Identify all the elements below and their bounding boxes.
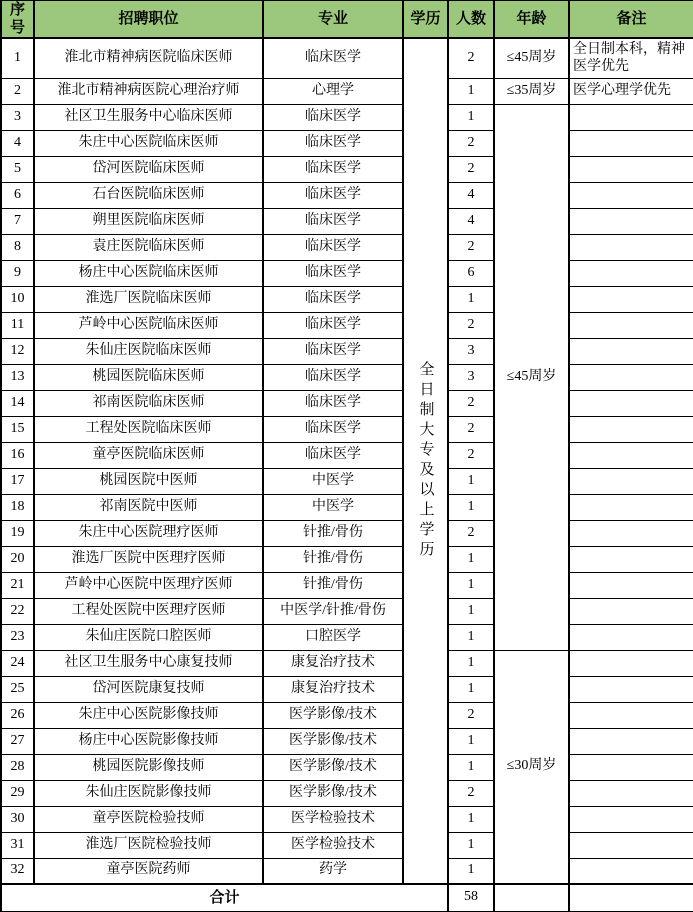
cell-count: 1 xyxy=(448,104,494,130)
cell-seq: 3 xyxy=(1,104,34,130)
cell-position: 桃园医院中医师 xyxy=(34,468,263,494)
cell-remark xyxy=(569,234,693,260)
header-position: 招聘职位 xyxy=(34,1,263,39)
cell-count: 1 xyxy=(448,676,494,702)
cell-remark xyxy=(569,208,693,234)
table-row xyxy=(1,312,693,338)
cell-major: 针推/骨伤 xyxy=(263,572,403,598)
cell-position: 淮选厂医院临床医师 xyxy=(34,286,263,312)
cell-remark xyxy=(569,598,693,624)
table-row xyxy=(1,650,693,676)
cell-seq: 12 xyxy=(1,338,34,364)
cell-education-merged xyxy=(403,38,448,884)
cell-position: 朱庄中心医院理疗医师 xyxy=(34,520,263,546)
cell-position: 童亭医院药师 xyxy=(34,858,263,884)
cell-seq: 5 xyxy=(1,156,34,182)
cell-major: 临床医学 xyxy=(263,208,403,234)
cell-position: 朱仙庄医院临床医师 xyxy=(34,338,263,364)
cell-position: 淮北市精神病医院临床医师 xyxy=(34,38,263,78)
cell-seq: 11 xyxy=(1,312,34,338)
total-row xyxy=(1,884,693,911)
cell-count: 2 xyxy=(448,390,494,416)
cell-position: 杨庄中心医院影像技师 xyxy=(34,728,263,754)
cell-position: 朔里医院临床医师 xyxy=(34,208,263,234)
table-row xyxy=(1,546,693,572)
education-vertical-text: 全日制大专及以上学历 xyxy=(417,361,434,561)
cell-remark xyxy=(569,442,693,468)
cell-seq: 8 xyxy=(1,234,34,260)
cell-seq: 10 xyxy=(1,286,34,312)
cell-age-merged: ≤45周岁 xyxy=(494,104,569,650)
table-row xyxy=(1,78,693,104)
cell-major: 临床医学 xyxy=(263,38,403,78)
cell-major: 医学影像/技术 xyxy=(263,728,403,754)
header-remark: 备注 xyxy=(569,1,693,39)
cell-count: 2 xyxy=(448,156,494,182)
cell-position: 芦岭中心医院中医理疗医师 xyxy=(34,572,263,598)
cell-seq: 17 xyxy=(1,468,34,494)
cell-count: 2 xyxy=(448,130,494,156)
cell-major: 中医学/针推/骨伤 xyxy=(263,598,403,624)
cell-seq: 30 xyxy=(1,806,34,832)
table-row xyxy=(1,494,693,520)
table-row xyxy=(1,234,693,260)
cell-major: 医学检验技术 xyxy=(263,806,403,832)
cell-position: 社区卫生服务中心康复技师 xyxy=(34,650,263,676)
cell-position: 桃园医院影像技师 xyxy=(34,754,263,780)
table-row xyxy=(1,38,693,78)
cell-remark xyxy=(569,156,693,182)
table-row xyxy=(1,832,693,858)
table-row xyxy=(1,130,693,156)
cell-count: 1 xyxy=(448,728,494,754)
cell-count: 2 xyxy=(448,38,494,78)
cell-position: 童亭医院检验技师 xyxy=(34,806,263,832)
header-major: 专业 xyxy=(263,1,403,39)
cell-seq: 16 xyxy=(1,442,34,468)
header-seq: 序号 xyxy=(1,1,34,39)
cell-remark xyxy=(569,364,693,390)
table-row xyxy=(1,390,693,416)
table-row xyxy=(1,286,693,312)
cell-position: 桃园医院临床医师 xyxy=(34,364,263,390)
table-body xyxy=(1,38,693,884)
cell-major: 临床医学 xyxy=(263,312,403,338)
cell-remark xyxy=(569,702,693,728)
cell-position: 石台医院临床医师 xyxy=(34,182,263,208)
cell-position: 淮北市精神病医院心理治疗师 xyxy=(34,78,263,104)
cell-seq: 19 xyxy=(1,520,34,546)
cell-major: 临床医学 xyxy=(263,390,403,416)
cell-major: 临床医学 xyxy=(263,182,403,208)
cell-seq: 32 xyxy=(1,858,34,884)
cell-remark xyxy=(569,650,693,676)
cell-count: 1 xyxy=(448,494,494,520)
table-row xyxy=(1,780,693,806)
cell-position: 淮选厂医院中医理疗医师 xyxy=(34,546,263,572)
cell-remark xyxy=(569,338,693,364)
cell-remark xyxy=(569,468,693,494)
cell-major: 临床医学 xyxy=(263,416,403,442)
cell-major: 针推/骨伤 xyxy=(263,546,403,572)
cell-count: 1 xyxy=(448,858,494,884)
cell-major: 医学影像/技术 xyxy=(263,754,403,780)
cell-remark xyxy=(569,182,693,208)
table-row xyxy=(1,728,693,754)
cell-position: 祁南医院中医师 xyxy=(34,494,263,520)
cell-remark xyxy=(569,260,693,286)
cell-seq: 14 xyxy=(1,390,34,416)
cell-major: 中医学 xyxy=(263,468,403,494)
cell-position: 岱河医院临床医师 xyxy=(34,156,263,182)
cell-count: 2 xyxy=(448,312,494,338)
cell-seq: 9 xyxy=(1,260,34,286)
cell-count: 1 xyxy=(448,650,494,676)
cell-count: 4 xyxy=(448,182,494,208)
cell-remark xyxy=(569,858,693,884)
cell-count: 2 xyxy=(448,416,494,442)
header-education: 学历 xyxy=(403,1,448,39)
cell-age-merged: ≤30周岁 xyxy=(494,650,569,884)
cell-remark xyxy=(569,130,693,156)
cell-seq: 22 xyxy=(1,598,34,624)
table-row xyxy=(1,468,693,494)
cell-major: 针推/骨伤 xyxy=(263,520,403,546)
table-row xyxy=(1,572,693,598)
cell-major: 康复治疗技术 xyxy=(263,650,403,676)
total-count: 58 xyxy=(448,884,494,911)
cell-seq: 25 xyxy=(1,676,34,702)
cell-remark xyxy=(569,728,693,754)
cell-position: 童亭医院临床医师 xyxy=(34,442,263,468)
cell-count: 6 xyxy=(448,260,494,286)
cell-remark xyxy=(569,494,693,520)
cell-seq: 26 xyxy=(1,702,34,728)
cell-count: 3 xyxy=(448,364,494,390)
total-label: 合计 xyxy=(1,884,448,911)
cell-major: 口腔医学 xyxy=(263,624,403,650)
table-row xyxy=(1,208,693,234)
cell-major: 临床医学 xyxy=(263,442,403,468)
cell-count: 1 xyxy=(448,754,494,780)
cell-count: 1 xyxy=(448,286,494,312)
cell-position: 工程处医院中医理疗医师 xyxy=(34,598,263,624)
cell-major: 心理学 xyxy=(263,78,403,104)
cell-remark xyxy=(569,676,693,702)
cell-position: 袁庄医院临床医师 xyxy=(34,234,263,260)
total-age-cell xyxy=(494,884,569,911)
cell-major: 康复治疗技术 xyxy=(263,676,403,702)
header-age: 年龄 xyxy=(494,1,569,39)
cell-major: 医学影像/技术 xyxy=(263,702,403,728)
table-row xyxy=(1,702,693,728)
cell-position: 淮选厂医院检验技师 xyxy=(34,832,263,858)
cell-major: 医学影像/技术 xyxy=(263,780,403,806)
cell-major: 临床医学 xyxy=(263,364,403,390)
cell-seq: 29 xyxy=(1,780,34,806)
table-row xyxy=(1,182,693,208)
cell-major: 临床医学 xyxy=(263,286,403,312)
cell-count: 2 xyxy=(448,442,494,468)
cell-position: 工程处医院临床医师 xyxy=(34,416,263,442)
header-row xyxy=(1,1,693,39)
table-row xyxy=(1,156,693,182)
cell-seq: 23 xyxy=(1,624,34,650)
cell-major: 临床医学 xyxy=(263,234,403,260)
cell-remark xyxy=(569,390,693,416)
cell-seq: 1 xyxy=(1,38,34,78)
cell-count: 1 xyxy=(448,832,494,858)
table-row xyxy=(1,806,693,832)
cell-remark xyxy=(569,806,693,832)
table-row xyxy=(1,416,693,442)
cell-count: 1 xyxy=(448,598,494,624)
cell-count: 3 xyxy=(448,338,494,364)
cell-remark xyxy=(569,312,693,338)
cell-position: 朱仙庄医院影像技师 xyxy=(34,780,263,806)
table-row xyxy=(1,676,693,702)
table-row xyxy=(1,858,693,884)
cell-remark xyxy=(569,520,693,546)
table-row xyxy=(1,754,693,780)
cell-count: 1 xyxy=(448,624,494,650)
cell-seq: 15 xyxy=(1,416,34,442)
table-row xyxy=(1,338,693,364)
cell-seq: 18 xyxy=(1,494,34,520)
cell-count: 1 xyxy=(448,546,494,572)
table-row xyxy=(1,364,693,390)
table-row xyxy=(1,624,693,650)
cell-seq: 28 xyxy=(1,754,34,780)
cell-major: 临床医学 xyxy=(263,338,403,364)
table-row xyxy=(1,598,693,624)
cell-seq: 21 xyxy=(1,572,34,598)
cell-count: 2 xyxy=(448,234,494,260)
cell-count: 2 xyxy=(448,520,494,546)
cell-major: 医学检验技术 xyxy=(263,832,403,858)
cell-position: 岱河医院康复技师 xyxy=(34,676,263,702)
cell-remark xyxy=(569,754,693,780)
cell-seq: 2 xyxy=(1,78,34,104)
cell-count: 1 xyxy=(448,806,494,832)
cell-remark: 全日制本科，精神医学优先 xyxy=(569,38,693,78)
cell-remark xyxy=(569,286,693,312)
cell-major: 临床医学 xyxy=(263,260,403,286)
cell-remark xyxy=(569,416,693,442)
cell-position: 朱庄中心医院临床医师 xyxy=(34,130,263,156)
total-remark-cell xyxy=(569,884,693,911)
table-row xyxy=(1,442,693,468)
cell-seq: 4 xyxy=(1,130,34,156)
cell-count: 1 xyxy=(448,468,494,494)
cell-seq: 7 xyxy=(1,208,34,234)
cell-remark xyxy=(569,104,693,130)
cell-major: 临床医学 xyxy=(263,104,403,130)
cell-major: 药学 xyxy=(263,858,403,884)
cell-age: ≤35周岁 xyxy=(494,78,569,104)
cell-count: 1 xyxy=(448,78,494,104)
table-row xyxy=(1,104,693,130)
cell-major: 临床医学 xyxy=(263,130,403,156)
cell-position: 芦岭中心医院临床医师 xyxy=(34,312,263,338)
cell-remark xyxy=(569,780,693,806)
cell-remark xyxy=(569,546,693,572)
cell-count: 2 xyxy=(448,702,494,728)
table-row xyxy=(1,260,693,286)
cell-position: 朱仙庄医院口腔医师 xyxy=(34,624,263,650)
cell-seq: 20 xyxy=(1,546,34,572)
cell-position: 社区卫生服务中心临床医师 xyxy=(34,104,263,130)
cell-seq: 27 xyxy=(1,728,34,754)
cell-remark xyxy=(569,832,693,858)
cell-position: 祁南医院临床医师 xyxy=(34,390,263,416)
cell-seq: 31 xyxy=(1,832,34,858)
cell-major: 中医学 xyxy=(263,494,403,520)
cell-count: 1 xyxy=(448,572,494,598)
table-row xyxy=(1,520,693,546)
cell-remark xyxy=(569,572,693,598)
cell-major: 临床医学 xyxy=(263,156,403,182)
cell-seq: 6 xyxy=(1,182,34,208)
cell-count: 2 xyxy=(448,780,494,806)
cell-age: ≤45周岁 xyxy=(494,38,569,78)
cell-position: 杨庄中心医院临床医师 xyxy=(34,260,263,286)
cell-position: 朱庄中心医院影像技师 xyxy=(34,702,263,728)
cell-seq: 24 xyxy=(1,650,34,676)
cell-count: 4 xyxy=(448,208,494,234)
cell-seq: 13 xyxy=(1,364,34,390)
cell-remark: 医学心理学优先 xyxy=(569,78,693,104)
header-count: 人数 xyxy=(448,1,494,39)
cell-remark xyxy=(569,624,693,650)
